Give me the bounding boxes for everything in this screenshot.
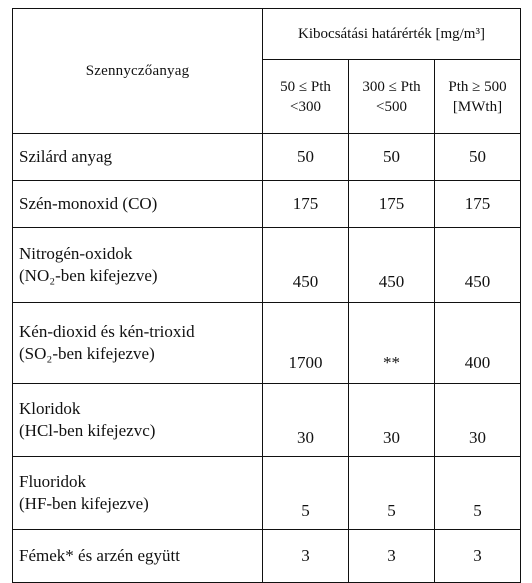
limit-value: 3: [349, 530, 435, 583]
range-header-2-line1: 300 ≤ Pth: [362, 78, 421, 95]
pollutant-name-line2: (NO₂-ben kifejezve): [19, 266, 158, 285]
pollutant-name: [13, 457, 263, 530]
range-header-2: [349, 60, 435, 134]
pollutant-name: [13, 530, 263, 583]
pollutant-name-line1: Fémek* és arzén együtt: [19, 546, 180, 565]
table-row: [13, 457, 521, 530]
pollutant-name-line2: (SO₂-ben kifejezve): [19, 344, 155, 363]
pollutant-name: [13, 303, 263, 384]
pollutant-name-line1: Szén-monoxid (CO): [19, 194, 158, 213]
limit-value: 30: [263, 384, 349, 457]
limit-value: 450: [349, 228, 435, 303]
limit-value: 3: [263, 530, 349, 583]
range-header-1-line1: 50 ≤ Pth: [280, 78, 331, 95]
table-row: [13, 228, 521, 303]
limit-value: 400: [435, 303, 521, 384]
limit-value: **: [349, 303, 435, 384]
pollutant-name-line1: Nitrogén-oxidok: [19, 244, 133, 263]
limit-header: Kibocsátási határérték [mg/m³]: [263, 9, 521, 60]
pollutant-name: [13, 181, 263, 228]
range-header-2-line2: <500: [376, 98, 407, 115]
limit-value: 30: [435, 384, 521, 457]
emission-limits-document: [12, 8, 521, 583]
range-header-3-line1: Pth ≥ 500: [448, 78, 507, 95]
pollutant-header: Szennyczőanyag: [13, 9, 263, 134]
pollutant-name-line1: Szilárd anyag: [19, 147, 112, 166]
pollutant-name: [13, 228, 263, 303]
limit-value: 175: [435, 181, 521, 228]
limit-value: 50: [349, 134, 435, 181]
limit-value: 50: [435, 134, 521, 181]
table-row: [13, 384, 521, 457]
pollutant-name: [13, 134, 263, 181]
table-row: [13, 530, 521, 583]
pollutant-name-line2: (HCl-ben kifejezvc): [19, 421, 156, 440]
table-row: [13, 181, 521, 228]
pollutant-name-line1: Kén-dioxid és kén-trioxid: [19, 322, 195, 341]
range-header-1: [263, 60, 349, 134]
range-header-3: [435, 60, 521, 134]
limit-value: 175: [263, 181, 349, 228]
header-row-top: [13, 9, 521, 60]
limit-value: 1700: [263, 303, 349, 384]
limit-value: 175: [349, 181, 435, 228]
emission-limits-table: [12, 8, 521, 583]
range-header-1-line2: <300: [290, 98, 321, 115]
pollutant-name-line1: Fluoridok: [19, 472, 87, 491]
pollutant-name-line1: Kloridok: [19, 399, 81, 418]
limit-value: 5: [435, 457, 521, 530]
pollutant-name-line2: (HF-ben kifejezve): [19, 494, 149, 513]
limit-value: 450: [263, 228, 349, 303]
limit-value: 3: [435, 530, 521, 583]
limit-value: 50: [263, 134, 349, 181]
pollutant-name: [13, 384, 263, 457]
table-row: [13, 134, 521, 181]
limit-value: 5: [349, 457, 435, 530]
limit-value: 450: [435, 228, 521, 303]
table-row: [13, 303, 521, 384]
limit-value: 5: [263, 457, 349, 530]
range-header-3-line2: [MWth]: [452, 98, 503, 115]
limit-value: 30: [349, 384, 435, 457]
